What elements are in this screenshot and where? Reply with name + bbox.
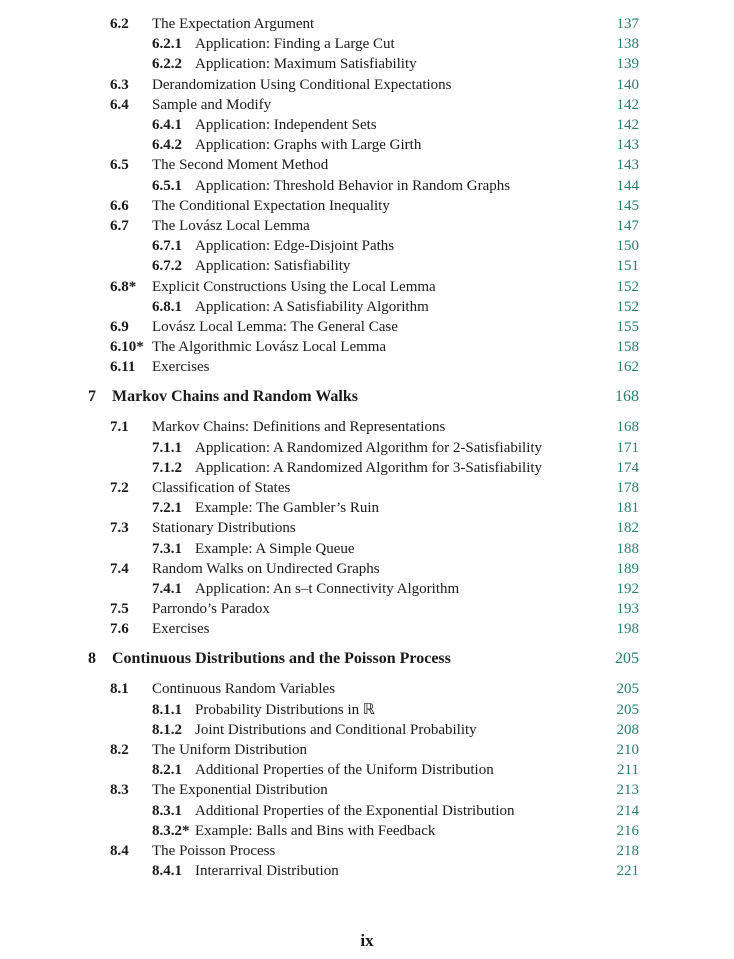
entry-number: 7.2 [110,480,129,496]
entry-title: Parrondo’s Paradox [152,601,270,618]
entry-page-link[interactable]: 142 [616,117,639,133]
entry-number: 7.3.1 [152,540,182,557]
entry-page-link[interactable]: 208 [616,721,639,738]
entry-title: Joint Distributions and Conditional Probability [195,721,477,738]
entry-number: 6.5.1 [152,177,182,194]
entry-page-link[interactable]: 143 [616,157,639,174]
entry-title: The Poisson Process [152,843,276,859]
entry-page-link[interactable]: 216 [616,822,639,839]
toc-entry[interactable] [0,679,734,699]
entry-page-link[interactable]: 193 [616,601,639,618]
entry-number: 7.1.1 [152,439,182,456]
entry-title: Explicit Constructions Using the Local Lemma [152,278,436,295]
entry-title: The Algorithmic Lovász Local Lemma [152,339,387,356]
toc-chapter-entry[interactable] [0,387,734,407]
entry-number: 6.8* [110,278,137,295]
entry-title: Stationary Distributions [152,520,296,537]
toc-entry[interactable] [0,256,734,276]
entry-title: Interarrival Distribution [195,863,339,880]
entry-number: 8.3.1 [152,802,182,819]
toc-entry[interactable] [0,599,734,619]
entry-number: 6.2.1 [152,36,182,53]
entry-title: Additional Properties of the Exponential Distribution [195,802,515,819]
entry-title: Application: A Randomized Algorithm for 2-Satisfiability [195,439,543,456]
toc-entry[interactable] [0,277,734,297]
entry-title: Additional Properties of the Uniform Distribution [195,762,494,779]
toc-entry[interactable] [0,75,734,95]
entry-page-link[interactable]: 158 [616,339,639,356]
entry-number: 8.4.1 [152,863,182,880]
toc-entry[interactable] [0,619,734,639]
entry-number: 7.3 [110,520,129,537]
toc-entry[interactable] [0,176,734,196]
entry-page-link[interactable]: 138 [616,36,639,53]
entry-page-link[interactable]: 140 [616,76,639,93]
entry-number: 6.9 [110,319,129,335]
entry-number: 8.1.2 [152,721,182,738]
entry-title: Application: Edge-Disjoint Paths [195,238,395,255]
toc-entry[interactable] [0,821,734,841]
entry-number: 6.3 [110,76,129,93]
toc-entry[interactable] [0,559,734,579]
toc-entry[interactable] [0,579,734,599]
entry-number: 7.1 [110,419,129,436]
entry-title: Exercises [152,621,210,638]
entry-page-link[interactable]: 181 [616,500,639,517]
entry-title: Application: A Satisfiability Algorithm [195,298,429,315]
entry-page-link[interactable]: 174 [616,459,639,476]
entry-page-link[interactable]: 192 [616,581,639,597]
toc-entry[interactable] [0,861,734,881]
toc-entry[interactable] [0,14,734,34]
toc-entry[interactable] [0,740,734,760]
entry-title: Application: Satisfiability [195,258,351,275]
entry-title: Markov Chains and Random Walks [112,388,358,406]
toc-entry[interactable] [0,236,734,256]
entry-page-link[interactable]: 144 [616,177,639,194]
entry-number: 8.3 [110,782,129,799]
entry-page-link[interactable]: 162 [616,359,639,376]
entry-page-link[interactable]: 143 [616,137,639,154]
entry-number: 6.4.1 [152,117,182,133]
toc-entry[interactable] [0,95,734,115]
toc-entry[interactable] [0,518,734,538]
entry-title: Lovász Local Lemma: The General Case [152,319,398,335]
toc-entry[interactable] [0,34,734,54]
entry-number: 8.2 [110,742,129,758]
entry-page-link[interactable]: 182 [616,520,639,537]
toc-entry[interactable] [0,317,734,337]
entry-page-link[interactable]: 205 [616,681,639,698]
toc-entry[interactable] [0,841,734,861]
entry-number: 8.3.2* [152,822,190,839]
toc-entry[interactable] [0,135,734,155]
entry-number: 8.1.1 [152,701,182,718]
entry-title: Example: A Simple Queue [195,540,355,557]
entry-page-link[interactable]: 198 [616,621,639,638]
entry-page-link[interactable]: 213 [616,782,639,799]
entry-page-link[interactable]: 168 [615,388,639,406]
entry-number: 6.7.1 [152,238,182,255]
entry-page-link[interactable]: 171 [616,439,639,456]
entry-number: 8 [88,650,96,668]
entry-page-link[interactable]: 147 [616,218,639,234]
entry-page-link[interactable]: 145 [616,197,639,214]
toc-entry[interactable] [0,155,734,175]
entry-page-link[interactable]: 137 [616,16,639,32]
entry-number: 6.4 [110,96,129,113]
entry-number: 8.2.1 [152,762,182,779]
entry-title: Application: Graphs with Large Girth [195,137,422,154]
entry-number: 6.4.2 [152,137,182,154]
entry-title: Markov Chains: Definitions and Representations [152,419,446,436]
toc-entry[interactable] [0,478,734,498]
entry-page-link[interactable]: 205 [615,650,639,668]
entry-number: 6.7 [110,218,129,234]
toc-entry[interactable] [0,417,734,437]
entry-title: Application: An s–t Connectivity Algorithm [195,581,460,597]
entry-number: 7.4 [110,560,129,577]
toc-entry[interactable] [0,337,734,357]
entry-page-link[interactable]: 152 [616,298,639,315]
entry-page-link[interactable]: 155 [616,319,639,335]
entry-title: Exercises [152,359,210,376]
entry-page-link[interactable]: 150 [616,238,639,255]
entry-page-link[interactable]: 142 [616,96,639,113]
toc-entry[interactable] [0,115,734,135]
entry-title: The Conditional Expectation Inequality [152,197,390,214]
entry-title: The Exponential Distribution [152,782,328,799]
toc-entry[interactable] [0,216,734,236]
entry-title: Application: A Randomized Algorithm for 3-Satisfiability [195,459,543,476]
entry-title: The Expectation Argument [152,16,315,32]
entry-number: 8.1 [110,681,129,698]
entry-page-link[interactable]: 152 [616,278,639,295]
entry-title: Classification of States [152,480,291,496]
entry-number: 6.7.2 [152,258,182,275]
entry-page-link[interactable]: 178 [616,480,639,496]
entry-page-link[interactable]: 151 [616,258,639,275]
entry-page-link[interactable]: 188 [616,540,639,557]
entry-title: Application: Maximum Satisfiability [195,56,417,73]
toc-entry[interactable] [0,539,734,559]
toc-chapter-entry[interactable] [0,649,734,669]
entry-number: 7 [88,388,96,406]
toc-entry[interactable] [0,458,734,478]
entry-title: The Second Moment Method [152,157,329,174]
entry-title: Application: Threshold Behavior in Random Graphs [195,177,511,194]
entry-title: Probability Distributions in ℝ [195,701,375,718]
entry-page-link[interactable]: 139 [616,56,639,73]
entry-number: 6.5 [110,157,129,174]
entry-number: 6.11 [110,359,136,376]
entry-page-link[interactable]: 168 [616,419,639,436]
entry-page-link[interactable]: 189 [616,560,639,577]
toc-entry[interactable] [0,760,734,780]
entry-page-link[interactable]: 205 [616,701,639,718]
toc-entry[interactable] [0,720,734,740]
entry-number: 6.8.1 [152,298,182,315]
entry-title: Derandomization Using Conditional Expectations [152,76,452,93]
toc-entry[interactable] [0,297,734,317]
toc-entry[interactable] [0,498,734,518]
entry-number: 7.6 [110,621,129,638]
toc-entry[interactable] [0,780,734,800]
entry-number: 7.5 [110,601,129,618]
entry-title: Continuous Distributions and the Poisson Process [112,650,451,668]
entry-number: 6.2.2 [152,56,182,73]
entry-number: 7.2.1 [152,500,182,517]
entry-number: 6.2 [110,16,129,32]
entry-number: 7.1.2 [152,459,182,476]
toc-entry[interactable] [0,700,734,720]
entry-title: The Lovász Local Lemma [152,218,310,234]
entry-title: Example: Balls and Bins with Feedback [195,822,436,839]
entry-number: 7.4.1 [152,581,182,597]
entry-page-link[interactable]: 214 [616,802,639,819]
entry-number: 6.10* [110,339,144,356]
entry-page-link[interactable]: 211 [617,762,639,779]
entry-title: Application: Finding a Large Cut [195,36,395,53]
entry-title: Random Walks on Undirected Graphs [152,560,380,577]
entry-page-link[interactable]: 221 [616,863,639,880]
entry-number: 8.4 [110,843,129,859]
entry-title: Application: Independent Sets [195,117,377,133]
entry-title: Example: The Gambler’s Ruin [195,500,379,517]
entry-title: Sample and Modify [152,96,272,113]
toc-entry[interactable] [0,196,734,216]
toc-entry[interactable] [0,357,734,377]
entry-title: Continuous Random Variables [152,681,336,698]
entry-number: 6.6 [110,197,129,214]
toc-entry[interactable] [0,801,734,821]
toc-entry[interactable] [0,54,734,74]
entry-page-link[interactable]: 218 [616,843,639,859]
page-folio: ix [360,931,374,950]
entry-page-link[interactable]: 210 [616,742,639,758]
entry-title: The Uniform Distribution [152,742,307,758]
toc-entry[interactable] [0,438,734,458]
